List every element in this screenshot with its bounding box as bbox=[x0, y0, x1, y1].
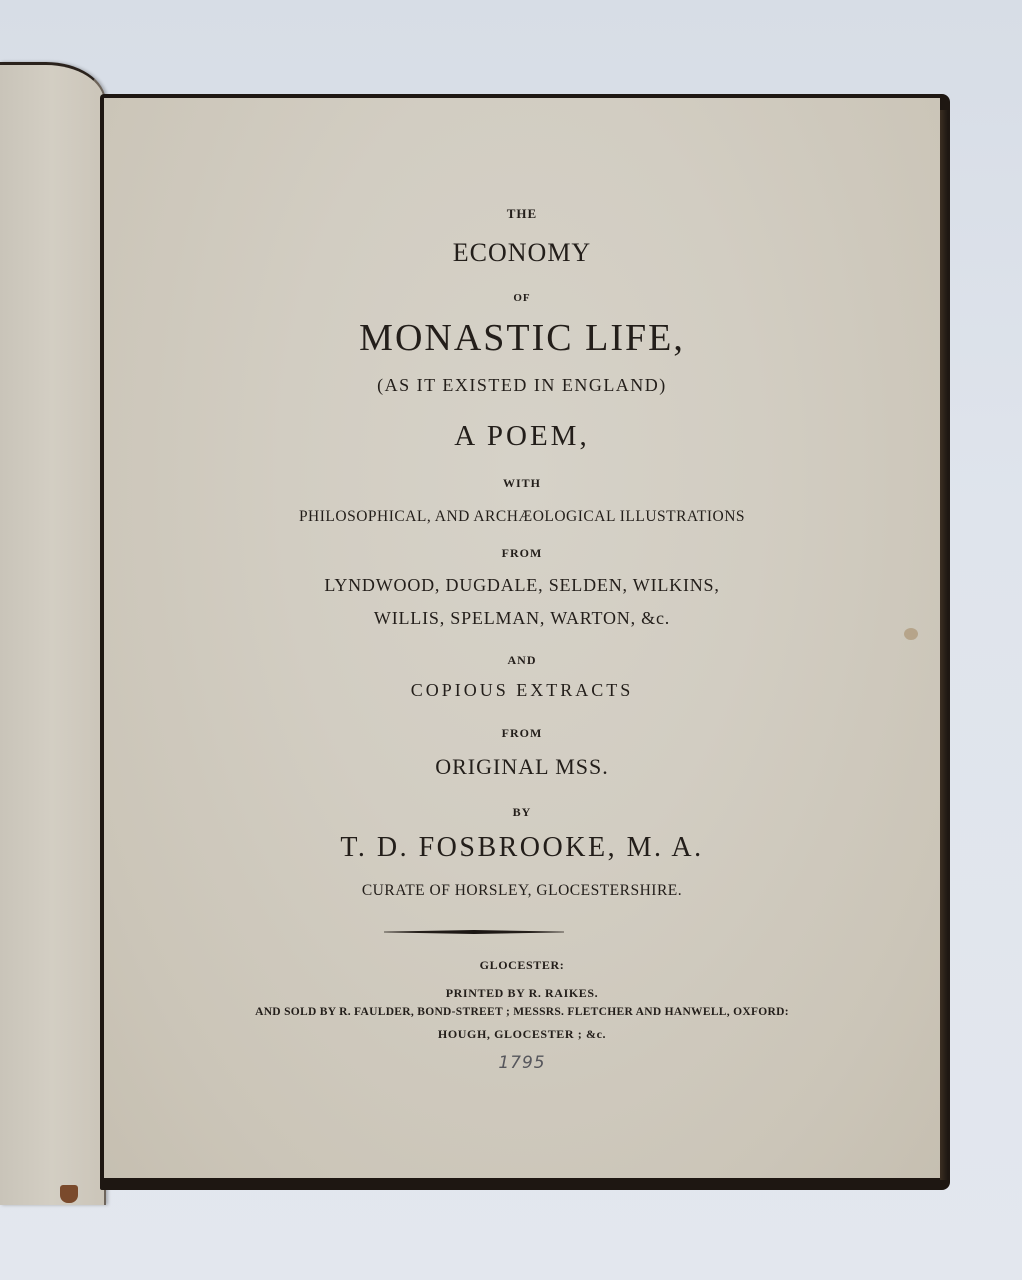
extracts-line: COPIOUS EXTRACTS bbox=[410, 680, 634, 700]
title-line-from-1: FROM bbox=[501, 546, 543, 560]
imprint-sellers-1: AND SOLD BY R. FAULDER, BOND-STREET ; MESSRS. FLETCHER AND HANWELL, OXFORD: bbox=[255, 1006, 789, 1018]
manuscripts-line: ORIGINAL MSS. bbox=[435, 754, 609, 779]
foxing-stain bbox=[904, 628, 918, 640]
imprint-sellers-2: HOUGH, GLOCESTER ; &c. bbox=[437, 1027, 607, 1041]
handwritten-year: 1795 bbox=[498, 1053, 546, 1073]
fore-edge-binding bbox=[940, 110, 948, 1180]
title-line-economy: ECONOMY bbox=[452, 238, 592, 267]
title-line-of: OF bbox=[513, 292, 531, 304]
imprint-place: GLOCESTER: bbox=[479, 958, 565, 972]
title-line-poem: A POEM, bbox=[454, 420, 590, 452]
illustrations-line: PHILOSOPHICAL, AND ARCHÆOLOGICAL ILLUSTRATIONS bbox=[298, 508, 746, 525]
sources-line-1: LYNDWOOD, DUGDALE, SELDEN, WILKINS, bbox=[324, 575, 720, 595]
title-line-by: BY bbox=[512, 805, 532, 819]
title-page bbox=[104, 98, 940, 1178]
title-line-with: WITH bbox=[502, 476, 541, 490]
binding-fragment bbox=[60, 1185, 78, 1203]
author-title: CURATE OF HORSLEY, GLOCESTERSHIRE. bbox=[361, 882, 683, 899]
author-name: T. D. FOSBROOKE, M. A. bbox=[340, 832, 704, 863]
main-title: MONASTIC LIFE, bbox=[359, 317, 685, 359]
left-facing-page bbox=[0, 62, 106, 1205]
title-line-from-2: FROM bbox=[501, 726, 543, 740]
sources-line-2: WILLIS, SPELMAN, WARTON, &c. bbox=[373, 608, 671, 628]
title-line-the: THE bbox=[506, 206, 538, 221]
subtitle: (AS IT EXISTED IN ENGLAND) bbox=[377, 375, 667, 395]
decorative-rule bbox=[384, 930, 564, 934]
imprint-printer: PRINTED BY R. RAIKES. bbox=[445, 986, 599, 1000]
title-line-and: AND bbox=[507, 653, 537, 667]
